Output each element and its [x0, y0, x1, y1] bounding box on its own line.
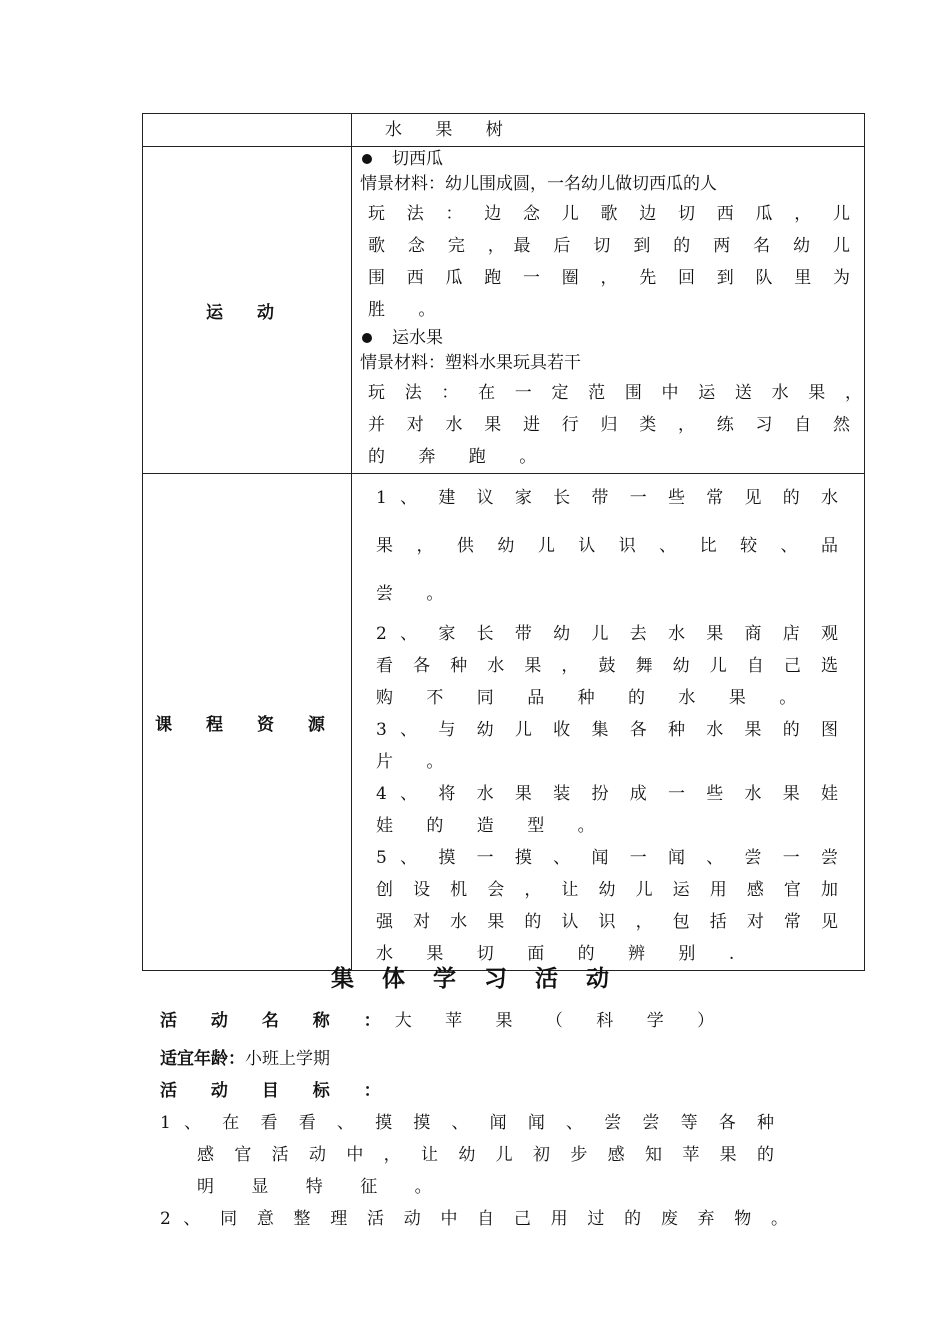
game-rule-line: 并 对 水 果 进 行 归 类 ， 练 习 自 然: [368, 415, 850, 435]
game-rule-line: 歌 念 完 ，最 后 切 到 的 两 名 幼 儿: [368, 236, 850, 256]
resource-line: 创 设 机 会 ， 让 幼 儿 运 用 感 官 加: [376, 880, 838, 900]
row-content-fruit-tree: 水 果 树: [385, 120, 517, 140]
resource-line: 2 、 家 长 带 幼 儿 去 水 果 商 店 观: [376, 624, 838, 644]
goal-line: 感 官 活 动 中 ， 让 幼 儿 初 步 感 知 苹 果 的: [197, 1145, 774, 1165]
bullet-icon: [362, 154, 372, 164]
activity-age-label: 适宜年龄：: [160, 1049, 245, 1069]
list-item: [360, 147, 864, 171]
activity-name-row: [160, 1005, 800, 1037]
activity-name-label: 活 动 名 称 ：: [160, 1011, 395, 1031]
resource-line: 尝 。: [376, 584, 458, 604]
game-title: 切西瓜: [392, 149, 443, 169]
row-label-empty: [143, 114, 352, 147]
resource-line: 4 、 将 水 果 装 扮 成 一 些 水 果 娃: [376, 784, 838, 804]
row-label-exercise: 运 动: [143, 147, 352, 474]
resource-line: 片 。: [376, 752, 458, 772]
section-title: 集 体 学 习 活 动: [330, 965, 620, 992]
list-item: [360, 326, 864, 350]
resource-line: 果 ， 供 幼 儿 认 识 、 比 较 、 品: [376, 536, 838, 556]
bullet-icon: [362, 333, 372, 343]
table-row: [143, 114, 865, 147]
resource-line: 水 果 切 面 的 辨 别 .: [376, 944, 749, 964]
resource-line: 5 、 摸 一 摸 、 闻 一 闻 、 尝 一 尝: [376, 848, 838, 868]
resource-line: 购 不 同 品 种 的 水 果 。: [376, 688, 811, 708]
activity-goal-row: [160, 1075, 800, 1107]
resource-line: 看 各 种 水 果 ， 鼓 舞 幼 儿 自 己 选: [376, 656, 838, 676]
activity-info: [160, 1005, 800, 1235]
goal-line: 1 、 在 看 看 、 摸 摸 、 闻 闻 、 尝 尝 等 各 种: [160, 1113, 774, 1133]
game-title: 运水果: [392, 328, 443, 348]
activity-goal-label: 活 动 目 标 ：: [160, 1081, 395, 1101]
game-rule-line: 玩 法 ： 边 念 儿 歌 边 切 西 瓜 ， 儿: [368, 204, 850, 224]
game-material: 情景材料：幼儿围成圆，一名幼儿做切西瓜的人: [360, 174, 717, 194]
activity-age-value: 小班上学期: [245, 1049, 330, 1069]
resource-line: 1 、 建 议 家 长 带 一 些 常 见 的 水: [376, 488, 838, 508]
game-rule-line: 玩 法 ： 在 一 定 范 围 中 运 送 水 果 ，: [368, 383, 862, 403]
goal-line: 明 显 特 征 。: [197, 1177, 448, 1197]
row-label-resources: 课 程 资 源: [143, 474, 352, 971]
game-rule-line: 围 西 瓜 跑 一 圈 ， 先 回 到 队 里 为: [368, 268, 850, 288]
resource-line: 娃 的 造 型 。: [376, 816, 609, 836]
game-material: 情景材料：塑料水果玩具若干: [360, 353, 581, 373]
goal-line: 2 、 同 意 整 理 活 动 中 自 己 用 过 的 废 弃 物 。: [160, 1209, 788, 1229]
resource-line: 3 、 与 幼 儿 收 集 各 种 水 果 的 图: [376, 720, 838, 740]
curriculum-table: [142, 113, 865, 971]
table-row: [143, 474, 865, 971]
game-rule-line: 胜 。: [368, 300, 450, 320]
game-rule-line: 的 奔 跑 。: [368, 447, 551, 467]
activity-age-row: [160, 1043, 800, 1075]
table-row: [143, 147, 865, 474]
resource-line: 强 对 水 果 的 认 识 ， 包 括 对 常 见: [376, 912, 838, 932]
activity-name-value: 大 苹 果 （ 科 学 ）: [394, 1011, 729, 1031]
